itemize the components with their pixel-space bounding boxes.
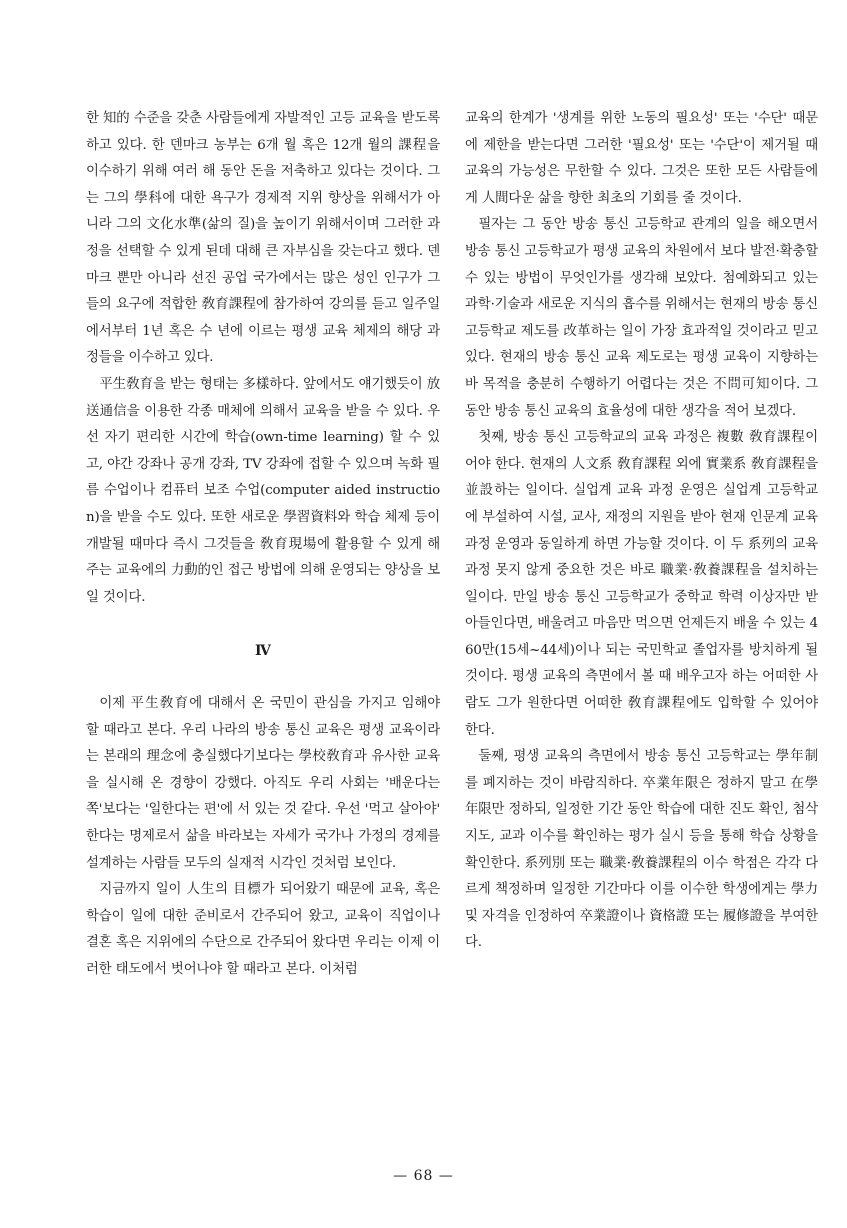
right-paragraph-3: 첫째, 방송 통신 고등학교의 교육 과정은 複數 敎育課程이어야 한다. 현재의 人文系 敎育課程 외에 實業系 敎育課程을 並設하는 일이다. 실업계 교육 과정 운영은 실업계 고등학교에 부설하여 시설, 교사, 재정의 지원을 받아 현재 인문계 교육 과정 운영과 동일하게 하면 가능할 것이다. 이 두 系列의 교육 과정 못지 않게 중요한 것은 바로 職業·敎養課程을 설치하는 일이다. 만일 방송 통신 고등학교가 중학교 학력 이상자만 받아들인다면, 배울려고 마음만 먹으면 언제든지 배울 수 있는 460만(15세~44세)이나 되는 국민학교 졸업자를 방치하게 될 것이다. 평생 교육의 측면에서 볼 때 배우고자 하는 어떠한 사람도 그가 원한다면 어떠한 敎育課程에도 입학할 수 있어야 한다. (465, 430, 818, 738)
right-paragraph-4: 둘째, 평생 교육의 측면에서 방송 통신 고등학교는 學年制를 폐지하는 것이 바람직하다. 卒業年限은 정하지 말고 在學年限만 정하되, 일정한 기간 동안 학습에 대한 진도 확인, 첨삭 지도, 교과 이수를 확인하는 평가 실시 등을 통해 학습 상황을 확인한다. 系列別 또는 職業·敎養課程의 이수 학점은 각각 다르게 책정하며 일정한 기간마다 이를 이수한 학생에게는 學力 및 자격을 인정하여 卒業證이나 資格證 또는 履修證을 부여한다. (465, 749, 818, 951)
page-number: — 68 — (393, 1168, 454, 1184)
section-heading: Ⅳ (255, 642, 271, 659)
left-column (86, 106, 440, 984)
spacer (86, 664, 440, 691)
left-paragraph-4: 지금까지 일이 人生의 目標가 되어왔기 때문에 교육, 혹은 학습이 일에 대한 준비로서 간주되어 왔고, 교육이 직업이나 결혼 혹은 지위에의 수단으로 간주되어 왔다면 우리는 이제 이러한 태도에서 벗어나야 할 때라고 본다. 이처럼 (86, 882, 440, 977)
right-paragraph-2: 필자는 그 동안 방송 통신 고등학교 관계의 일을 해오면서 방송 통신 고등학교가 평생 교육의 차원에서 보다 발전·확충할 수 있는 방법이 무엇인가를 생각해 보았다. 첨예화되고 있는 과학·기술과 새로운 지식의 흡수를 위해서는 현재의 방송 통신 고등학교 제도를 改革하는 일이 가장 효과적일 것이라고 믿고 있다. 현재의 방송 통신 교육 제도로는 평생 교육이 지향하는 바 목적을 충분히 수행하기 어렵다는 것은 不問可知이다. 그 동안 방송 통신 교육의 효율성에 대한 생각을 적어 보겠다. (465, 217, 818, 419)
right-paragraph-1: 교육의 한계가 '생계를 위한 노동의 필요성' 또는 '수단' 때문에 제한을 받는다면 그러한 '필요성' 또는 '수단'이 제거될 때 교육의 가능성은 무한할 수 있다. 그것은 또한 모든 사람들에게 人間다운 삶을 향한 최초의 기회를 줄 것이다. (465, 111, 818, 206)
left-paragraph-3: 이제 平生敎育에 대해서 온 국민이 관심을 가지고 임해야 할 때라고 본다. 우리 나라의 방송 통신 교육은 평생 교육이라는 본래의 理念에 충실했다기보다는 學校敎育과 유사한 교육을 실시해 온 경향이 강했다. 아직도 우리 사회는 '배운다는 쪽'보다는 '일한다는 편'에 서 있는 것 같다. 우선 '먹고 살아야' 한다는 명제로서 삶을 바라보는 자세가 국가나 가정의 경제를 설계하는 사람들 모두의 실재적 시각인 것처럼 보인다. (86, 696, 440, 871)
left-paragraph-2: 平生敎育을 받는 형태는 多樣하다. 앞에서도 얘기했듯이 放送通信을 이용한 각종 매체에 의해서 교육을 받을 수 있다. 우선 자기 편리한 시간에 학습(own-time learning) 할 수 있고, 야간 강좌나 공개 강좌, TV 강좌에 접할 수 있으며 녹화 필름 수업이나 컴퓨터 보조 수업(computer aided instruction)을 받을 수도 있다. 또한 새로운 學習資料와 학습 체제 등이 개발될 때마다 즉시 그것들을 敎育現場에 활용할 수 있게 해주는 교육에의 力動的인 접근 방법에 의해 운영되는 양상을 보일 것이다. (86, 376, 440, 605)
right-column (465, 106, 818, 957)
left-paragraph-1: 한 知的 수준을 갖춘 사람들에게 자발적인 고등 교육을 받도록 하고 있다. 한 덴마크 농부는 6개 월 혹은 12개 월의 課程을 이수하기 위해 여러 해 동안 돈을 저축하고 있다는 것이다. 그는 그의 學科에 대한 욕구가 경제적 지위 향상을 위해서가 아니라 그의 文化水準(삶의 질)을 높이기 위해서이며 그러한 과정을 선택할 수 있게 된데 대해 큰 자부심을 갖는다고 했다. 덴마크 뿐만 아니라 선진 공업 국가에서는 많은 성인 인구가 그들의 요구에 적합한 敎育課程에 참가하여 강의를 듣고 일주일에서부터 1년 혹은 수 년에 이르는 평생 교육 체제의 해당 과정들을 이수하고 있다. (86, 111, 440, 366)
spacer (86, 611, 440, 638)
